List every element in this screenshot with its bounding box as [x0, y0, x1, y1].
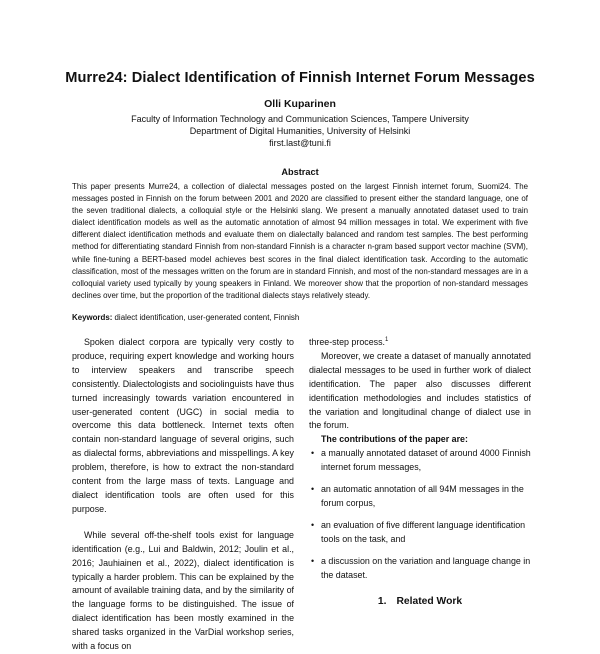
list-item: • an evaluation of five different language identification tools on the task, and	[309, 519, 531, 547]
section-title: Related Work	[396, 595, 463, 607]
affiliation-line: Department of Digital Humanities, University of Helsinki	[189, 126, 411, 136]
body-paragraph: Spoken dialect corpora are typically very costly to produce, requiring expert knowledge and working hours to interview speakers and transcribe speech consistently. Dialectologists and sociolinguists have thus turned increasingly towards variation encountered in user-generated content (UGC) in social media to overcome this data bottleneck. Internet texts often contain non-standard language of several origins, such as dialectal forms, abbreviations and misspellings. A key problem, therefore, is how to extract the non-standard content from the large mass of texts. Language and dialect identification tools are often used for this purpose.	[72, 337, 294, 514]
abstract-heading: Abstract	[281, 167, 319, 177]
left-column	[72, 336, 294, 654]
author-name: Olli Kuparinen	[264, 98, 336, 110]
keywords-line	[72, 312, 528, 324]
section-number: 1.	[377, 595, 387, 607]
contributions-list	[309, 447, 531, 582]
affiliation-line: Faculty of Information Technology and Communication Sciences, Tampere University	[131, 114, 469, 124]
body-paragraph-continued	[309, 336, 531, 350]
body-paragraph: Moreover, we create a dataset of manually annotated dialectal messages to be used in further work of dialect identification. The paper also discusses different identification methodologies and includes statistics of the variation and longitudinal change of dialect use in the forum.	[309, 350, 531, 431]
list-item: • an automatic annotation of all 94M messages in the forum corpus,	[309, 483, 531, 511]
keywords-label: Keywords:	[72, 313, 113, 322]
keywords-text: dialect identification, user-generated content, Finnish	[114, 313, 300, 322]
contributions-heading: The contributions of the paper are:	[321, 434, 468, 445]
section-heading	[309, 595, 531, 609]
abstract-text: This paper presents Murre24, a collection of dialectal messages posted on the largest Finnish internet forum, Suomi24. The messages posted in Finnish on the forum between 2001 and 2020 are classified to present either the standard language, one of the seven traditional dialects, a colloquial style or the Helsinki slang. We present a manually annotated dataset used to train dialect identification models as well as the automatic annotation of almost 94 million messages in total. We experiment with five different dialect identification methods and evaluate them on dialectally balanced and random test samples. The best performing method for differentiating standard Finnish from non-standard Finnish is a character n-gram based support vector machine (SVM), while fine-tuning a BERT-based model achieves best scores in the final dialect identification task. According to the automatic classification, most of the messages written on the forum are in standard Finnish, and most of the non-standard messages are in a colloquial variety used typically by young speakers in Finland. We moreover show that the proportion of non-standard messages declines over time, but the proportion of the traditional dialects stays relatively steady.	[72, 182, 528, 300]
author-email: first.last@tuni.fi	[269, 138, 331, 148]
body-paragraph: While several off-the-shelf tools exist for language identification (e.g., Lui and Baldwin, 2012; Joulin et al., 2016; Jauhiainen et al., 2022), dialect identification is typically a harder problem. This can be explained by the amount of available training data, and by the similarity of the language forms to be distinguished. The issue of dialect identification has been mostly examined in the shared tasks organized in the VarDial workshop series, with a focus on	[72, 529, 294, 652]
paper-title: Murre24: Dialect Identification of Finnish Internet Forum Messages	[65, 70, 535, 86]
continued-text: three-step process.	[309, 337, 385, 347]
right-column	[309, 336, 531, 608]
list-item: • a manually annotated dataset of around 4000 Finnish internet forum messages,	[309, 447, 531, 475]
affiliation-block	[40, 113, 560, 149]
list-item: • a discussion on the variation and language change in the dataset.	[309, 555, 531, 583]
footnote-mark: 1	[384, 337, 389, 344]
